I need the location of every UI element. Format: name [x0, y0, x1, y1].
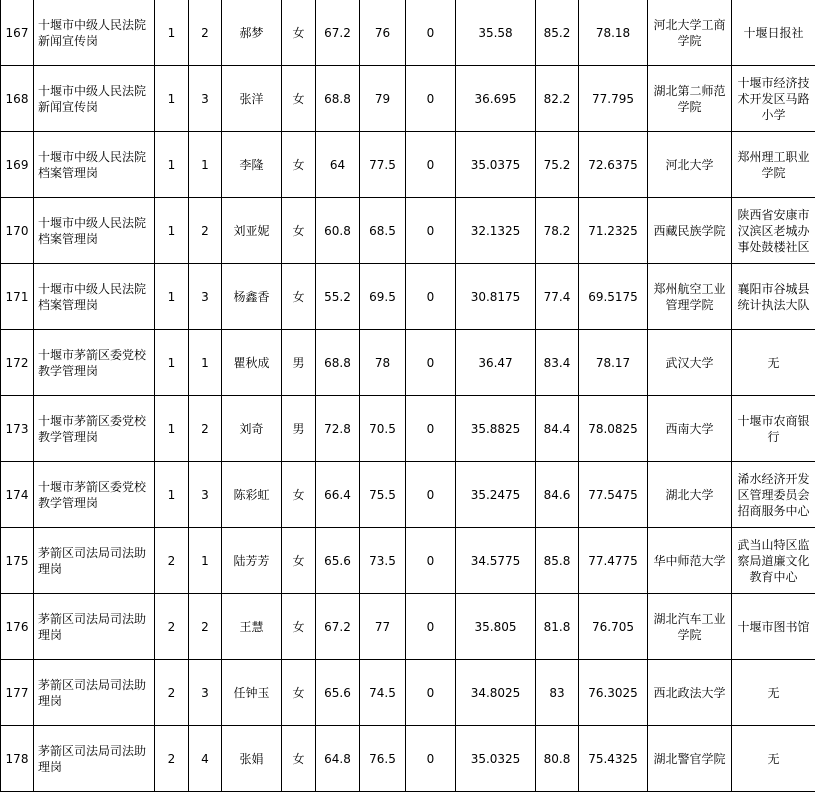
- cell-score-3: 0: [406, 528, 456, 594]
- cell-interview: 85.2: [536, 0, 579, 66]
- cell-score-1: 66.4: [316, 462, 360, 528]
- cell-score-2: 77.5: [360, 132, 406, 198]
- cell-written-total: 32.1325: [456, 198, 536, 264]
- cell-total: 76.3025: [579, 660, 648, 726]
- cell-no: 169: [1, 132, 34, 198]
- cell-written-total: 35.8825: [456, 396, 536, 462]
- table-row: [1, 330, 815, 396]
- cell-unit: 郑州理工职业学院: [732, 132, 815, 198]
- cell-gender: 女: [282, 594, 316, 660]
- cell-unit: 无: [732, 660, 815, 726]
- cell-no: 170: [1, 198, 34, 264]
- cell-name: 陈彩虹: [222, 462, 282, 528]
- cell-plan: 2: [155, 726, 189, 792]
- cell-total: 78.17: [579, 330, 648, 396]
- cell-name: 陆芳芳: [222, 528, 282, 594]
- cell-no: 176: [1, 594, 34, 660]
- cell-total: 78.18: [579, 0, 648, 66]
- cell-score-1: 67.2: [316, 594, 360, 660]
- cell-rank: 3: [189, 660, 222, 726]
- cell-interview: 81.8: [536, 594, 579, 660]
- cell-school: 湖北第二师范学院: [648, 66, 732, 132]
- cell-written-total: 34.5775: [456, 528, 536, 594]
- cell-total: 71.2325: [579, 198, 648, 264]
- cell-score-3: 0: [406, 66, 456, 132]
- cell-written-total: 34.8025: [456, 660, 536, 726]
- cell-score-2: 70.5: [360, 396, 406, 462]
- cell-school: 湖北大学: [648, 462, 732, 528]
- cell-name: 杨鑫香: [222, 264, 282, 330]
- cell-score-1: 55.2: [316, 264, 360, 330]
- cell-school: 湖北汽车工业学院: [648, 594, 732, 660]
- cell-plan: 1: [155, 66, 189, 132]
- cell-gender: 女: [282, 264, 316, 330]
- cell-no: 178: [1, 726, 34, 792]
- cell-name: 瞿秋成: [222, 330, 282, 396]
- cell-school: 西北政法大学: [648, 660, 732, 726]
- table-row: [1, 462, 815, 528]
- table-row: [1, 660, 815, 726]
- cell-score-2: 78: [360, 330, 406, 396]
- cell-interview: 85.8: [536, 528, 579, 594]
- cell-gender: 女: [282, 132, 316, 198]
- cell-score-2: 74.5: [360, 660, 406, 726]
- cell-rank: 2: [189, 198, 222, 264]
- cell-plan: 1: [155, 330, 189, 396]
- cell-gender: 女: [282, 528, 316, 594]
- cell-gender: 男: [282, 330, 316, 396]
- cell-plan: 2: [155, 594, 189, 660]
- cell-rank: 3: [189, 264, 222, 330]
- cell-unit: 十堰市经济技术开发区马路小学: [732, 66, 815, 132]
- table-row: [1, 264, 815, 330]
- cell-school: 郑州航空工业管理学院: [648, 264, 732, 330]
- cell-unit: 十堰市农商银行: [732, 396, 815, 462]
- cell-written-total: 30.8175: [456, 264, 536, 330]
- cell-plan: 1: [155, 264, 189, 330]
- cell-no: 172: [1, 330, 34, 396]
- cell-name: 张娟: [222, 726, 282, 792]
- cell-name: 刘奇: [222, 396, 282, 462]
- cell-total: 72.6375: [579, 132, 648, 198]
- cell-post: 茅箭区司法局司法助理岗: [34, 528, 155, 594]
- cell-no: 167: [1, 0, 34, 66]
- cell-school: 武汉大学: [648, 330, 732, 396]
- cell-interview: 75.2: [536, 132, 579, 198]
- cell-score-3: 0: [406, 396, 456, 462]
- cell-total: 77.795: [579, 66, 648, 132]
- cell-written-total: 35.805: [456, 594, 536, 660]
- cell-rank: 1: [189, 330, 222, 396]
- cell-written-total: 35.58: [456, 0, 536, 66]
- cell-no: 171: [1, 264, 34, 330]
- cell-gender: 女: [282, 726, 316, 792]
- cell-name: 王慧: [222, 594, 282, 660]
- cell-post: 茅箭区司法局司法助理岗: [34, 726, 155, 792]
- cell-score-1: 68.8: [316, 330, 360, 396]
- cell-written-total: 36.695: [456, 66, 536, 132]
- cell-gender: 女: [282, 0, 316, 66]
- cell-plan: 1: [155, 198, 189, 264]
- cell-unit: 十堰市图书馆: [732, 594, 815, 660]
- cell-name: 张洋: [222, 66, 282, 132]
- cell-post: 十堰市茅箭区委党校教学管理岗: [34, 396, 155, 462]
- cell-post: 十堰市中级人民法院档案管理岗: [34, 198, 155, 264]
- cell-score-1: 65.6: [316, 528, 360, 594]
- cell-unit: 无: [732, 330, 815, 396]
- cell-score-2: 79: [360, 66, 406, 132]
- cell-interview: 78.2: [536, 198, 579, 264]
- cell-score-3: 0: [406, 462, 456, 528]
- cell-score-1: 64: [316, 132, 360, 198]
- cell-no: 168: [1, 66, 34, 132]
- cell-score-2: 76: [360, 0, 406, 66]
- cell-rank: 1: [189, 132, 222, 198]
- cell-unit: 陕西省安康市汉滨区老城办事处鼓楼社区: [732, 198, 815, 264]
- cell-plan: 2: [155, 660, 189, 726]
- cell-plan: 1: [155, 396, 189, 462]
- cell-written-total: 35.0325: [456, 726, 536, 792]
- cell-interview: 84.6: [536, 462, 579, 528]
- cell-unit: 无: [732, 726, 815, 792]
- cell-score-3: 0: [406, 132, 456, 198]
- cell-plan: 1: [155, 0, 189, 66]
- cell-plan: 1: [155, 132, 189, 198]
- cell-score-1: 68.8: [316, 66, 360, 132]
- cell-score-1: 72.8: [316, 396, 360, 462]
- cell-score-3: 0: [406, 198, 456, 264]
- cell-written-total: 35.2475: [456, 462, 536, 528]
- cell-school: 河北大学: [648, 132, 732, 198]
- cell-score-3: 0: [406, 660, 456, 726]
- table-row: [1, 594, 815, 660]
- cell-post: 十堰市茅箭区委党校教学管理岗: [34, 330, 155, 396]
- cell-gender: 女: [282, 198, 316, 264]
- table-row: [1, 528, 815, 594]
- cell-score-2: 69.5: [360, 264, 406, 330]
- cell-no: 174: [1, 462, 34, 528]
- cell-score-3: 0: [406, 264, 456, 330]
- cell-unit: 浠水经济开发区管理委员会招商服务中心: [732, 462, 815, 528]
- cell-score-2: 77: [360, 594, 406, 660]
- cell-plan: 2: [155, 528, 189, 594]
- cell-gender: 男: [282, 396, 316, 462]
- cell-unit: 襄阳市谷城县统计执法大队: [732, 264, 815, 330]
- cell-score-2: 73.5: [360, 528, 406, 594]
- cell-rank: 3: [189, 462, 222, 528]
- cell-total: 78.0825: [579, 396, 648, 462]
- cell-interview: 83: [536, 660, 579, 726]
- table-row: [1, 0, 815, 66]
- cell-post: 十堰市中级人民法院档案管理岗: [34, 264, 155, 330]
- cell-gender: 女: [282, 462, 316, 528]
- cell-score-2: 75.5: [360, 462, 406, 528]
- cell-post: 茅箭区司法局司法助理岗: [34, 660, 155, 726]
- cell-post: 十堰市中级人民法院档案管理岗: [34, 132, 155, 198]
- cell-plan: 1: [155, 462, 189, 528]
- cell-interview: 82.2: [536, 66, 579, 132]
- cell-total: 77.4775: [579, 528, 648, 594]
- cell-post: 十堰市茅箭区委党校教学管理岗: [34, 462, 155, 528]
- cell-rank: 2: [189, 396, 222, 462]
- cell-score-3: 0: [406, 0, 456, 66]
- cell-rank: 3: [189, 66, 222, 132]
- table-row: [1, 132, 815, 198]
- cell-score-3: 0: [406, 594, 456, 660]
- cell-interview: 80.8: [536, 726, 579, 792]
- cell-name: 郝梦: [222, 0, 282, 66]
- cell-gender: 女: [282, 660, 316, 726]
- cell-score-2: 68.5: [360, 198, 406, 264]
- cell-name: 李隆: [222, 132, 282, 198]
- cell-rank: 2: [189, 0, 222, 66]
- cell-unit: 武当山特区监察局道廉文化教育中心: [732, 528, 815, 594]
- cell-no: 175: [1, 528, 34, 594]
- cell-score-1: 65.6: [316, 660, 360, 726]
- cell-post: 十堰市中级人民法院新闻宣传岗: [34, 0, 155, 66]
- cell-rank: 1: [189, 528, 222, 594]
- cell-rank: 2: [189, 594, 222, 660]
- cell-school: 河北大学工商学院: [648, 0, 732, 66]
- cell-interview: 83.4: [536, 330, 579, 396]
- cell-unit: 十堰日报社: [732, 0, 815, 66]
- cell-post: 十堰市中级人民法院新闻宣传岗: [34, 66, 155, 132]
- cell-score-1: 64.8: [316, 726, 360, 792]
- cell-score-3: 0: [406, 330, 456, 396]
- cell-total: 69.5175: [579, 264, 648, 330]
- cell-school: 华中师范大学: [648, 528, 732, 594]
- cell-score-2: 76.5: [360, 726, 406, 792]
- cell-name: 任钟玉: [222, 660, 282, 726]
- cell-written-total: 36.47: [456, 330, 536, 396]
- table-row: [1, 198, 815, 264]
- table-row: [1, 396, 815, 462]
- cell-gender: 女: [282, 66, 316, 132]
- cell-total: 75.4325: [579, 726, 648, 792]
- cell-rank: 4: [189, 726, 222, 792]
- table-row: [1, 66, 815, 132]
- cell-interview: 77.4: [536, 264, 579, 330]
- cell-school: 湖北警官学院: [648, 726, 732, 792]
- cell-total: 76.705: [579, 594, 648, 660]
- cell-score-1: 67.2: [316, 0, 360, 66]
- cell-score-3: 0: [406, 726, 456, 792]
- cell-no: 173: [1, 396, 34, 462]
- cell-school: 西南大学: [648, 396, 732, 462]
- cell-no: 177: [1, 660, 34, 726]
- cell-interview: 84.4: [536, 396, 579, 462]
- cell-written-total: 35.0375: [456, 132, 536, 198]
- cell-score-1: 60.8: [316, 198, 360, 264]
- cell-total: 77.5475: [579, 462, 648, 528]
- table-row: [1, 726, 815, 792]
- cell-name: 刘亚妮: [222, 198, 282, 264]
- cell-post: 茅箭区司法局司法助理岗: [34, 594, 155, 660]
- cell-school: 西藏民族学院: [648, 198, 732, 264]
